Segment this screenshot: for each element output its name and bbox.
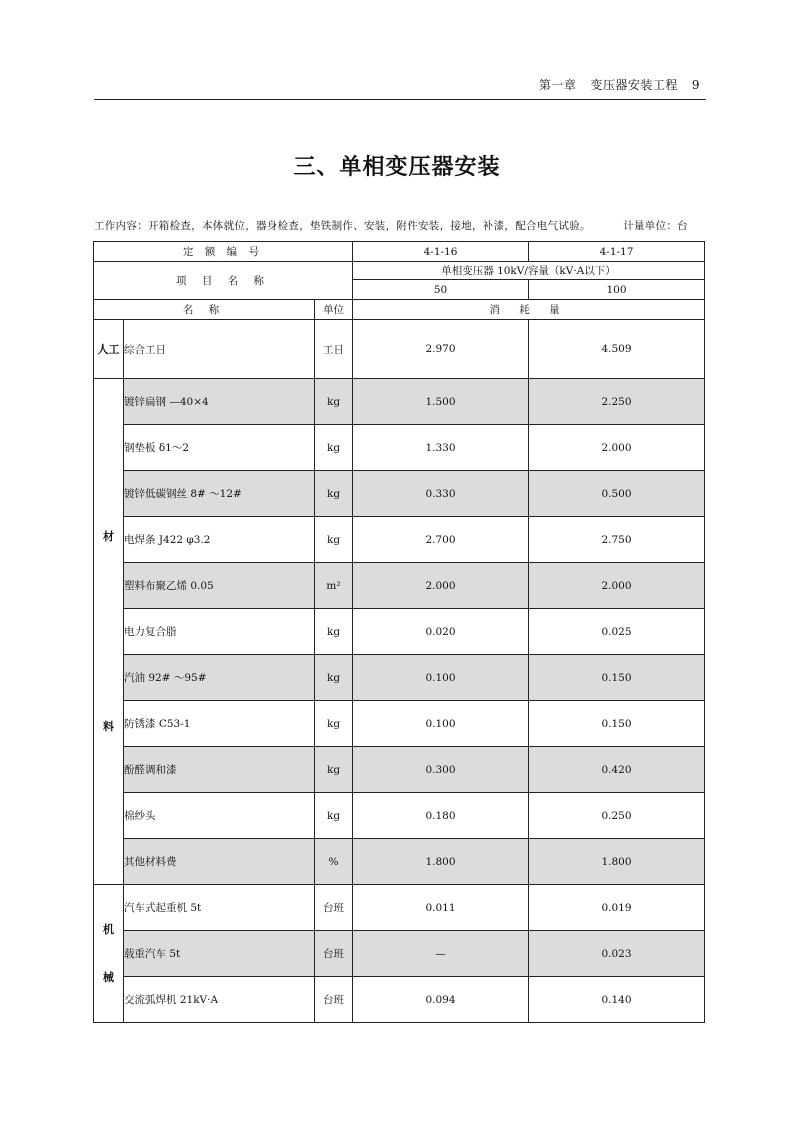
col-consumption-header: 消 耗 量 xyxy=(353,300,705,320)
chapter-title: 变压器安装工程 xyxy=(590,78,678,92)
machine-unit: 台班 xyxy=(315,885,353,931)
material-row xyxy=(94,701,705,747)
material-value-2: 0.500 xyxy=(529,471,705,517)
material-name: 钢垫板 δ1～2 xyxy=(124,425,315,471)
quota-code-1: 4-1-16 xyxy=(353,242,529,262)
capacity-2: 100 xyxy=(529,280,705,300)
material-value-1: 2.000 xyxy=(353,563,529,609)
quota-code-2: 4-1-17 xyxy=(529,242,705,262)
machine-name: 汽车式起重机 5t xyxy=(124,885,315,931)
material-row xyxy=(94,839,705,885)
machine-row xyxy=(94,977,705,1023)
material-value-2: 2.250 xyxy=(529,379,705,425)
machine-value-1: — xyxy=(353,931,529,977)
quota-table-body xyxy=(94,242,705,1023)
machine-value-2: 0.023 xyxy=(529,931,705,977)
machine-category xyxy=(94,885,124,1023)
material-row xyxy=(94,747,705,793)
quota-code-label: 定 额 编 号 xyxy=(94,242,353,262)
work-content-line xyxy=(94,218,706,233)
page-header xyxy=(94,70,706,100)
material-value-1: 2.700 xyxy=(353,517,529,563)
machine-value-2: 0.019 xyxy=(529,885,705,931)
material-value-2: 1.800 xyxy=(529,839,705,885)
material-category xyxy=(94,379,124,885)
labor-category: 人工 xyxy=(94,320,124,379)
machine-row xyxy=(94,885,705,931)
work-content: 工作内容：开箱检查，本体就位，器身检查，垫铁制作、安装，附件安装，接地，补漆，配合电气试验。 xyxy=(94,220,591,232)
material-value-2: 0.150 xyxy=(529,655,705,701)
machine-category-text xyxy=(94,906,123,1002)
material-value-1: 0.100 xyxy=(353,655,529,701)
material-unit: kg xyxy=(315,471,353,517)
material-unit: kg xyxy=(315,517,353,563)
column-header-row xyxy=(94,300,705,320)
material-row xyxy=(94,563,705,609)
material-value-2: 0.150 xyxy=(529,701,705,747)
material-unit: kg xyxy=(315,425,353,471)
project-name-label: 项 目 名 称 xyxy=(94,262,353,300)
labor-name: 综合工日 xyxy=(124,320,315,379)
machine-category-char-1: 机 xyxy=(103,922,114,936)
machine-row xyxy=(94,931,705,977)
capacity-1: 50 xyxy=(353,280,529,300)
material-value-1: 1.800 xyxy=(353,839,529,885)
material-name: 汽油 92# ～95# xyxy=(124,655,315,701)
section-title: 三、单相变压器安装 xyxy=(293,155,501,180)
running-head xyxy=(525,76,700,93)
quota-table xyxy=(93,241,705,1023)
material-value-2: 2.750 xyxy=(529,517,705,563)
material-value-1: 0.020 xyxy=(353,609,529,655)
material-name: 棉纱头 xyxy=(124,793,315,839)
measurement-unit: 计量单位：台 xyxy=(623,220,688,232)
page-number: 9 xyxy=(691,78,700,92)
material-unit: m² xyxy=(315,563,353,609)
material-name: 防锈漆 C53-1 xyxy=(124,701,315,747)
col-unit-header: 单位 xyxy=(315,300,353,320)
labor-row xyxy=(94,320,705,379)
material-value-2: 2.000 xyxy=(529,563,705,609)
material-value-2: 0.420 xyxy=(529,747,705,793)
material-category-text xyxy=(94,442,123,822)
material-row xyxy=(94,609,705,655)
material-unit: kg xyxy=(315,793,353,839)
project-name: 单相变压器 10kV/容量（kV·A以下） xyxy=(353,262,705,280)
machine-unit: 台班 xyxy=(315,931,353,977)
material-name: 塑料布聚乙烯 0.05 xyxy=(124,563,315,609)
chapter-label: 第一章 xyxy=(538,78,577,92)
material-row xyxy=(94,471,705,517)
material-unit: kg xyxy=(315,379,353,425)
material-value-1: 0.180 xyxy=(353,793,529,839)
material-unit: kg xyxy=(315,701,353,747)
material-name: 酚醛调和漆 xyxy=(124,747,315,793)
labor-value-1: 2.970 xyxy=(353,320,529,379)
material-category-char-1: 材 xyxy=(103,529,114,543)
material-value-1: 1.330 xyxy=(353,425,529,471)
machine-value-1: 0.094 xyxy=(353,977,529,1023)
project-name-row xyxy=(94,262,705,280)
material-row xyxy=(94,517,705,563)
material-value-1: 1.500 xyxy=(353,379,529,425)
material-row xyxy=(94,655,705,701)
material-unit: kg xyxy=(315,655,353,701)
material-value-1: 0.330 xyxy=(353,471,529,517)
machine-name: 载重汽车 5t xyxy=(124,931,315,977)
material-value-2: 0.025 xyxy=(529,609,705,655)
quota-code-row xyxy=(94,242,705,262)
labor-unit: 工日 xyxy=(315,320,353,379)
machine-unit: 台班 xyxy=(315,977,353,1023)
material-category-char-2: 料 xyxy=(103,719,114,733)
material-row xyxy=(94,425,705,471)
material-name: 镀锌扁钢 —40×4 xyxy=(124,379,315,425)
material-unit: % xyxy=(315,839,353,885)
material-row xyxy=(94,793,705,839)
labor-value-2: 4.509 xyxy=(529,320,705,379)
material-value-2: 0.250 xyxy=(529,793,705,839)
material-name: 电力复合脂 xyxy=(124,609,315,655)
header-rule xyxy=(94,99,706,100)
material-value-1: 0.100 xyxy=(353,701,529,747)
col-name-header: 名 称 xyxy=(94,300,315,320)
machine-value-1: 0.011 xyxy=(353,885,529,931)
machine-value-2: 0.140 xyxy=(529,977,705,1023)
material-name: 电焊条 J422 φ3.2 xyxy=(124,517,315,563)
material-value-1: 0.300 xyxy=(353,747,529,793)
material-name: 镀锌低碳钢丝 8# ～12# xyxy=(124,471,315,517)
machine-name: 交流弧焊机 21kV·A xyxy=(124,977,315,1023)
material-unit: kg xyxy=(315,747,353,793)
machine-category-char-2: 械 xyxy=(103,970,114,984)
material-value-2: 2.000 xyxy=(529,425,705,471)
material-row xyxy=(94,379,705,425)
material-name: 其他材料费 xyxy=(124,839,315,885)
material-unit: kg xyxy=(315,609,353,655)
